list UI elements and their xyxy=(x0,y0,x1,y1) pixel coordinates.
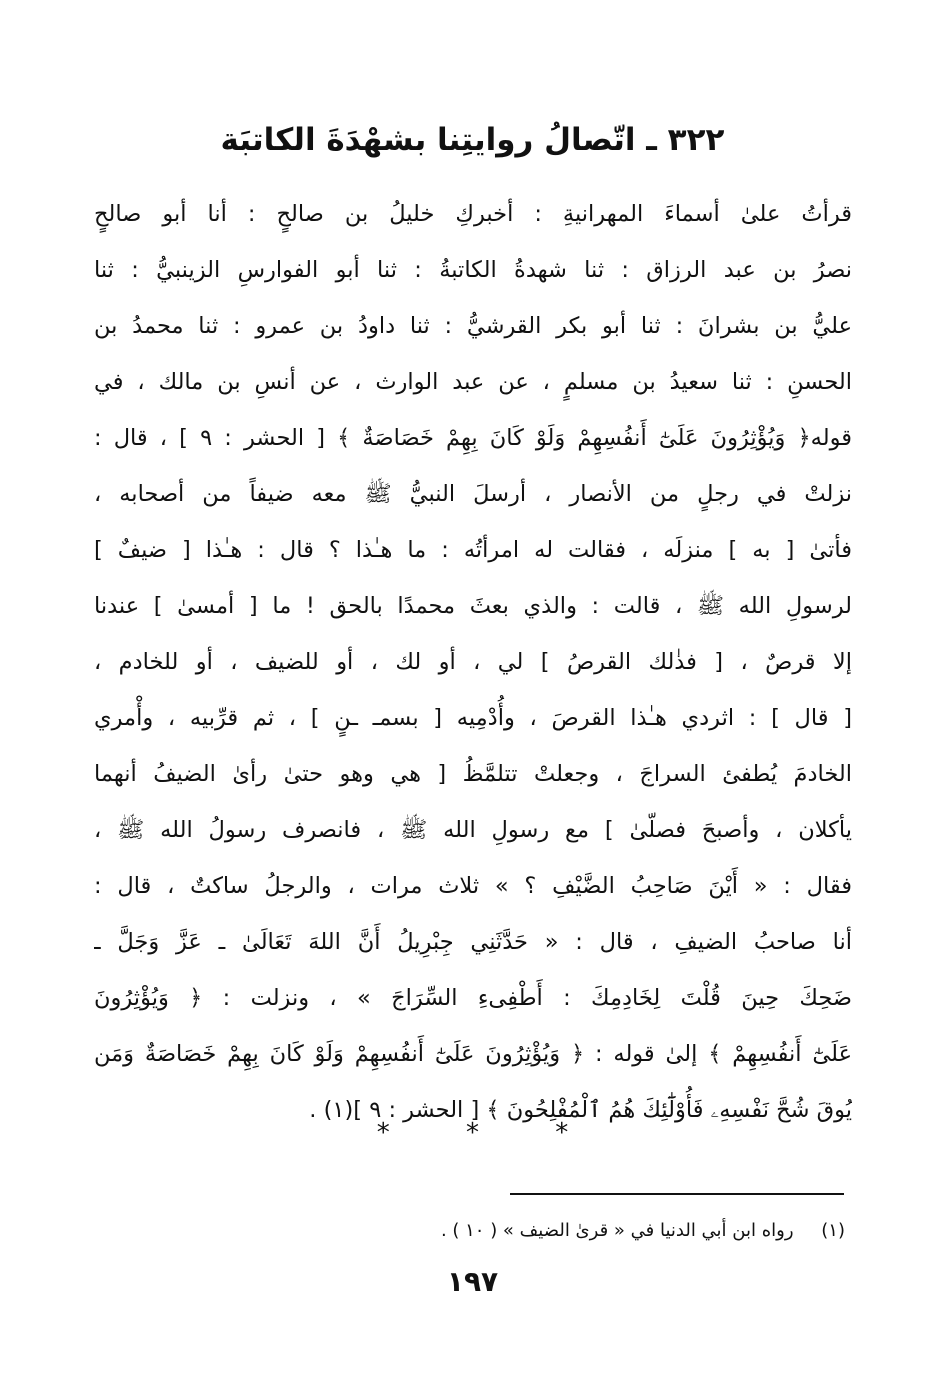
text-line: فأتىٰ [ به ] منزلَه ، فقالت له امرأتُه : ما هـٰذا ؟ قال : هـٰذا [ ضيفٌ ] xyxy=(94,537,852,563)
page-number: ١٩٧ xyxy=(446,1265,499,1298)
body-text xyxy=(94,186,852,1138)
text-line: إلا قرصٌ ، [ فذٰلك القرصُ ] لي ، أو لك ، أو للضيف ، أو للخادم ، xyxy=(94,649,852,675)
text-line: نصرُ بن عبد الرزاق : ثنا شهدةُ الكاتبةُ : ثنا أبو الفوارسِ الزينبيُّ : ثنا xyxy=(94,257,852,283)
footnote-text: رواه ابن أبي الدنيا في « قرىٰ الضيف » ( ١٠ ) . xyxy=(440,1220,794,1241)
text-line: لرسولِ الله ﷺ ، قالت : والذي بعثَ محمدًا بالحق ! ما [ أمسىٰ ] عندنا xyxy=(94,593,852,619)
section-separator: * * * xyxy=(376,1118,603,1148)
section-heading: ٣٢٢ ـ اتّصالُ روايتِنا بشهْدَةَ الكاتبَة xyxy=(220,122,725,158)
text-line: فقال : « أَيْنَ صَاحِبُ الضَّيْفِ ؟ » ثلاث مرات ، والرجلُ ساكتٌ ، قال : xyxy=(94,873,852,899)
text-line: يأكلان ، وأصبحَ فصلّىٰ ] مع رسولِ الله ﷺ ، فانصرف رسولُ الله ﷺ ، xyxy=(94,817,852,843)
text-line: عليُّ بن بشرانَ : ثنا أبو بكر القرشيُّ : ثنا داودُ بن عمرو : ثنا محمدُ بن xyxy=(94,313,852,339)
footnote xyxy=(300,1216,845,1246)
text-line: نزلتْ في رجلٍ من الأنصار ، أرسلَ النبيُّ ﷺ معه ضيفاً من أصحابه ، xyxy=(94,481,852,507)
text-line: أنا صاحبُ الضيفِ ، قال : « حَدَّثَنِي جِبْرِيلُ أَنَّ اللهَ تَعَالَىٰ ـ عَزَّ وَجَلَّ ـ xyxy=(94,929,852,955)
text-line: الحسنِ : ثنا سعيدُ بن مسلمٍ ، عن عبد الوارث ، عن أنسِ بن مالك ، في xyxy=(94,369,852,395)
footnote-divider xyxy=(510,1193,844,1195)
text-line: يُوقَ شُحَّ نَفْسِهِۦ فَأُوْلَٰٓئِكَ هُمُ ٱلْمُفْلِحُونَ ﴾ [ الحشر : ٩ ](١) . xyxy=(309,1097,852,1123)
text-line: الخادمَ يُطفئ السراجَ ، وجعلتْ تتلمَّظُ [ هي وهو حتىٰ رأىٰ الضيفُ أنهما xyxy=(94,761,852,787)
footnote-number: (١) xyxy=(821,1220,845,1241)
text-line: ضَحِكَ حِينَ قُلْتَ لِخَادِمِكَ : أَطْفِىءِ السِّرَاجَ » ، ونزلت : ﴿ وَيُؤْثِرُونَ xyxy=(94,985,852,1011)
text-line: قرأتُ علىٰ أسماءَ المهرانيةِ : أخبركِ خليلُ بن صالحٍ : أنا أبو صالحٍ xyxy=(94,201,852,227)
text-line: [ قال ] : اثردي هـٰذا القرصَ ، وأُدْمِيه [ بسمـ ـنٍ ] ، ثم قرِّبيه ، وأْمري xyxy=(94,705,852,731)
text-line: عَلَىٰٓ أَنفُسِهِمْ ﴾ إلىٰ قوله : ﴿ وَيُؤْثِرُونَ عَلَىٰٓ أَنفُسِهِمْ وَلَوْ كَانَ بِهِمْ خَصَاصَةٌ وَمَن xyxy=(94,1041,852,1067)
text-line: قوله﴿ وَيُؤْثِرُونَ عَلَىٰٓ أَنفُسِهِمْ وَلَوْ كَانَ بِهِمْ خَصَاصَةٌ ﴾ [ الحشر : ٩ ] ، قال : xyxy=(94,425,852,451)
